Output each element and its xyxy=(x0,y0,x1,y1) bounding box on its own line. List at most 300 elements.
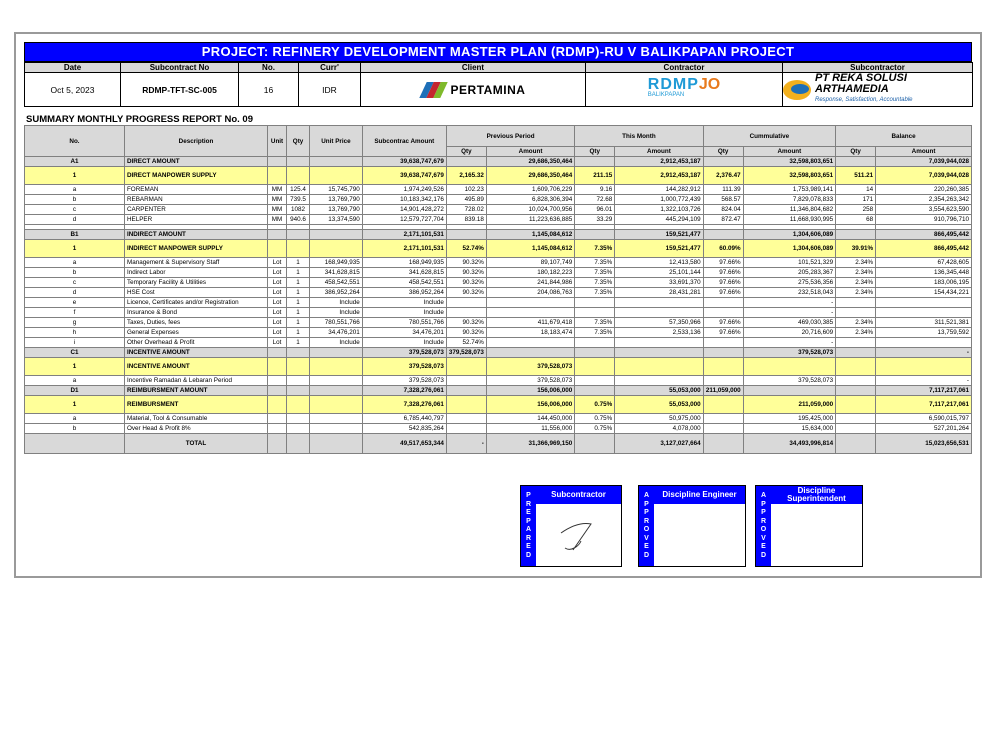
table-row xyxy=(25,338,972,348)
table-cell: 7,039,944,028 xyxy=(876,167,972,185)
table-cell xyxy=(486,298,574,308)
table-row xyxy=(25,288,972,298)
table-cell: 31,366,969,150 xyxy=(486,434,574,454)
table-cell: 168,949,935 xyxy=(310,258,363,268)
table-cell: 33.29 xyxy=(575,215,615,225)
table-cell: 7.35% xyxy=(575,288,615,298)
table-cell: Lot xyxy=(268,308,287,318)
table-cell: Lot xyxy=(268,278,287,288)
table-cell: 1,304,606,089 xyxy=(743,230,836,240)
table-cell xyxy=(310,376,363,386)
table-cell xyxy=(268,348,287,358)
table-cell: 10,183,342,176 xyxy=(362,195,446,205)
table-cell: 1 xyxy=(286,318,309,328)
table-cell: 780,551,766 xyxy=(362,318,446,328)
table-cell: Over Head & Profit 8% xyxy=(124,424,267,434)
table-cell xyxy=(703,338,743,348)
table-cell: 97.66% xyxy=(703,258,743,268)
table-cell: 11,668,930,995 xyxy=(743,215,836,225)
table-cell: 39,638,747,679 xyxy=(362,167,446,185)
table-cell: DIRECT MANPOWER SUPPLY xyxy=(124,167,267,185)
table-cell: 311,521,381 xyxy=(876,318,972,328)
table-cell: 55,053,000 xyxy=(615,396,703,414)
col-subcontract-amount: Subcontrac Amount xyxy=(362,126,446,157)
table-cell xyxy=(575,230,615,240)
table-cell xyxy=(743,358,836,376)
table-cell: 52.74% xyxy=(446,240,486,258)
table-cell: 97.66% xyxy=(703,288,743,298)
table-row xyxy=(25,348,972,358)
table-cell: 0.75% xyxy=(575,424,615,434)
header-info-table xyxy=(24,62,973,107)
table-cell: Lot xyxy=(268,328,287,338)
table-cell xyxy=(286,157,309,167)
table-cell: Lot xyxy=(268,298,287,308)
table-cell: 241,844,986 xyxy=(486,278,574,288)
table-row xyxy=(25,308,972,318)
table-cell: 6,828,306,394 xyxy=(486,195,574,205)
table-cell: 232,518,043 xyxy=(743,288,836,298)
table-cell: Lot xyxy=(268,318,287,328)
table-cell: Include xyxy=(362,338,446,348)
table-cell xyxy=(575,434,615,454)
table-cell: 14,901,428,272 xyxy=(362,205,446,215)
col-sub-amount: Amount xyxy=(743,147,836,157)
table-cell: B1 xyxy=(25,230,125,240)
table-cell xyxy=(615,358,703,376)
table-cell: INDIRECT MANPOWER SUPPLY xyxy=(124,240,267,258)
table-cell: 0.75% xyxy=(575,414,615,424)
table-cell: Include xyxy=(310,308,363,318)
table-cell: 258 xyxy=(836,205,876,215)
table-cell: 824.04 xyxy=(703,205,743,215)
table-cell: 18,183,474 xyxy=(486,328,574,338)
table-cell: 872.47 xyxy=(703,215,743,225)
table-cell: 1,145,084,612 xyxy=(486,240,574,258)
table-cell: 379,528,073 xyxy=(486,358,574,376)
table-cell: 52.74% xyxy=(446,338,486,348)
table-cell: i xyxy=(25,338,125,348)
table-cell xyxy=(446,396,486,414)
table-cell: 183,006,195 xyxy=(876,278,972,288)
table-cell: 34,476,201 xyxy=(362,328,446,338)
table-cell xyxy=(268,386,287,396)
table-cell: 13,759,592 xyxy=(876,328,972,338)
table-cell: 2.34% xyxy=(836,278,876,288)
table-cell xyxy=(615,338,703,348)
table-cell: 29,686,350,464 xyxy=(486,157,574,167)
table-cell xyxy=(876,298,972,308)
table-cell: 211,059,000 xyxy=(743,396,836,414)
table-cell: 780,551,766 xyxy=(310,318,363,328)
table-cell: 34,476,201 xyxy=(310,328,363,338)
table-cell: - xyxy=(446,434,486,454)
table-cell: 379,528,073 xyxy=(446,348,486,358)
approved-vertical-label: A P P R O V E D xyxy=(756,486,771,566)
table-cell: MM xyxy=(268,205,287,215)
table-cell: b xyxy=(25,195,125,205)
table-row xyxy=(25,268,972,278)
prepared-vertical-label: P R E P A R E D xyxy=(521,486,536,566)
table-cell: 275,536,356 xyxy=(743,278,836,288)
table-cell xyxy=(615,376,703,386)
table-cell: HELPER xyxy=(124,215,267,225)
signature-box-discipline-superintendent xyxy=(755,485,863,567)
table-cell xyxy=(310,230,363,240)
table-cell xyxy=(310,386,363,396)
table-cell xyxy=(836,434,876,454)
table-cell: CARPENTER xyxy=(124,205,267,215)
table-cell: 1 xyxy=(25,240,125,258)
table-cell: d xyxy=(25,215,125,225)
table-cell: 527,201,264 xyxy=(876,424,972,434)
table-cell: HSE Cost xyxy=(124,288,267,298)
table-row xyxy=(25,167,972,185)
table-cell xyxy=(310,434,363,454)
table-cell: 25,101,144 xyxy=(615,268,703,278)
table-cell xyxy=(286,434,309,454)
col-this-month: This Month xyxy=(575,126,703,147)
table-cell: 386,952,264 xyxy=(362,288,446,298)
table-cell: h xyxy=(25,328,125,338)
table-cell: 3,127,027,664 xyxy=(615,434,703,454)
table-cell: 1 xyxy=(286,338,309,348)
table-cell xyxy=(310,414,363,424)
table-cell: 102.23 xyxy=(446,185,486,195)
table-cell: 1 xyxy=(25,396,125,414)
table-cell: 728.02 xyxy=(446,205,486,215)
signature-box-discipline-engineer xyxy=(638,485,746,567)
table-cell: b xyxy=(25,424,125,434)
table-cell xyxy=(286,240,309,258)
approved-vertical-label: A P P R O V E D xyxy=(639,486,654,566)
date-value: Oct 5, 2023 xyxy=(25,73,121,107)
table-cell: 379,528,073 xyxy=(362,358,446,376)
table-cell: 96.01 xyxy=(575,205,615,215)
table-cell xyxy=(575,376,615,386)
col-balance: Balance xyxy=(836,126,972,147)
table-row xyxy=(25,424,972,434)
table-cell xyxy=(268,358,287,376)
col-unit: Unit xyxy=(268,126,287,157)
table-cell: 940.6 xyxy=(286,215,309,225)
table-cell xyxy=(836,230,876,240)
table-cell xyxy=(286,424,309,434)
table-cell: 136,345,448 xyxy=(876,268,972,278)
table-cell: - xyxy=(743,338,836,348)
col-sub-qty: Qty xyxy=(446,147,486,157)
subcontractor-logo-name: PT REKA SOLUSI ARTHAMEDIA xyxy=(815,72,907,95)
table-cell xyxy=(836,348,876,358)
table-cell xyxy=(703,348,743,358)
table-cell xyxy=(25,434,125,454)
table-cell: 866,495,442 xyxy=(876,230,972,240)
table-cell: 13,769,790 xyxy=(310,195,363,205)
table-cell: 1,753,989,141 xyxy=(743,185,836,195)
table-cell: 1,974,249,526 xyxy=(362,185,446,195)
table-cell: Insurance & Bond xyxy=(124,308,267,318)
table-cell: 90.32% xyxy=(446,278,486,288)
table-cell xyxy=(575,348,615,358)
table-cell: 125.4 xyxy=(286,185,309,195)
table-cell: TOTAL xyxy=(124,434,267,454)
table-cell: 0.75% xyxy=(575,396,615,414)
table-cell: Temporary Facility & Utilities xyxy=(124,278,267,288)
table-cell: - xyxy=(876,348,972,358)
table-cell: 180,182,223 xyxy=(486,268,574,278)
table-cell xyxy=(836,308,876,318)
table-cell: 458,542,551 xyxy=(362,278,446,288)
table-cell: 1082 xyxy=(286,205,309,215)
table-cell: 445,294,109 xyxy=(615,215,703,225)
table-cell: 379,528,073 xyxy=(486,376,574,386)
table-cell xyxy=(310,348,363,358)
table-cell: 211,059,000 xyxy=(703,386,743,396)
table-cell: 739.5 xyxy=(286,195,309,205)
table-cell: Other Overhead & Profit xyxy=(124,338,267,348)
table-cell: 2,533,136 xyxy=(615,328,703,338)
table-cell: 97.66% xyxy=(703,268,743,278)
table-cell xyxy=(575,298,615,308)
table-cell: 7.35% xyxy=(575,240,615,258)
table-cell: 1 xyxy=(286,268,309,278)
table-cell: 20,716,609 xyxy=(743,328,836,338)
table-cell: 1,145,084,612 xyxy=(486,230,574,240)
contractor-label: Contractor xyxy=(586,63,783,73)
table-cell: 2,376.47 xyxy=(703,167,743,185)
table-cell: 469,030,385 xyxy=(743,318,836,328)
table-cell: 2.34% xyxy=(836,288,876,298)
table-cell: 33,691,370 xyxy=(615,278,703,288)
table-cell xyxy=(486,348,574,358)
col-no: No. xyxy=(25,126,125,157)
table-cell xyxy=(876,338,972,348)
table-cell: 4,078,000 xyxy=(615,424,703,434)
table-cell: 379,528,073 xyxy=(743,376,836,386)
table-cell xyxy=(268,376,287,386)
table-cell xyxy=(286,414,309,424)
table-cell: 2.34% xyxy=(836,258,876,268)
table-cell: 34,493,996,814 xyxy=(743,434,836,454)
table-cell: c xyxy=(25,278,125,288)
table-cell xyxy=(446,308,486,318)
subcontractor-label: Subcontractor xyxy=(783,63,973,73)
table-cell xyxy=(703,308,743,318)
table-cell xyxy=(575,308,615,318)
table-cell: 379,528,073 xyxy=(743,348,836,358)
table-cell: 11,556,000 xyxy=(486,424,574,434)
table-cell: REIMBURSMENT AMOUNT xyxy=(124,386,267,396)
table-cell: g xyxy=(25,318,125,328)
table-cell: 2.34% xyxy=(836,318,876,328)
table-cell xyxy=(703,230,743,240)
table-cell: 14 xyxy=(836,185,876,195)
table-row xyxy=(25,328,972,338)
table-cell: 211.15 xyxy=(575,167,615,185)
table-cell: 159,521,477 xyxy=(615,230,703,240)
table-cell: 568.57 xyxy=(703,195,743,205)
table-cell: 7,117,217,061 xyxy=(876,396,972,414)
table-cell xyxy=(446,230,486,240)
subcontract-no-label: Subcontract No xyxy=(121,63,239,73)
table-row xyxy=(25,195,972,205)
table-cell: 154,434,221 xyxy=(876,288,972,298)
table-cell: 68 xyxy=(836,215,876,225)
table-cell: DIRECT AMOUNT xyxy=(124,157,267,167)
table-cell: REIMBURSMENT xyxy=(124,396,267,414)
currency-value: IDR xyxy=(299,73,361,107)
table-cell: 11,223,636,885 xyxy=(486,215,574,225)
table-cell: 90.32% xyxy=(446,258,486,268)
table-cell: 386,952,264 xyxy=(310,288,363,298)
table-cell: 32,598,803,651 xyxy=(743,167,836,185)
date-label: Date xyxy=(25,63,121,73)
client-logo-text: PERTAMINA xyxy=(450,82,526,97)
table-body xyxy=(25,157,972,454)
pertamina-logo-icon xyxy=(421,81,445,99)
table-cell xyxy=(486,338,574,348)
table-cell: 90.32% xyxy=(446,268,486,278)
subcontract-no-value: RDMP-TFT-SC-005 xyxy=(121,73,239,107)
table-cell: Lot xyxy=(268,268,287,278)
table-cell: 50,975,000 xyxy=(615,414,703,424)
table-cell: 542,835,264 xyxy=(362,424,446,434)
table-cell: 32,598,803,651 xyxy=(743,157,836,167)
table-cell xyxy=(836,157,876,167)
table-cell xyxy=(446,414,486,424)
table-cell: 1 xyxy=(286,288,309,298)
col-sub-amount: Amount xyxy=(486,147,574,157)
table-cell xyxy=(286,348,309,358)
table-cell xyxy=(836,424,876,434)
table-cell: 97.66% xyxy=(703,328,743,338)
table-cell: 205,283,367 xyxy=(743,268,836,278)
table-cell xyxy=(486,308,574,318)
table-cell: 7,039,944,028 xyxy=(876,157,972,167)
col-sub-amount: Amount xyxy=(876,147,972,157)
table-cell: 171 xyxy=(836,195,876,205)
table-cell: 57,350,966 xyxy=(615,318,703,328)
no-value: 16 xyxy=(239,73,299,107)
contractor-logo xyxy=(586,73,783,107)
table-cell: 55,053,000 xyxy=(615,386,703,396)
table-cell: a xyxy=(25,185,125,195)
table-cell: 159,521,477 xyxy=(615,240,703,258)
table-cell: 39.91% xyxy=(836,240,876,258)
table-cell xyxy=(310,240,363,258)
col-previous-period: Previous Period xyxy=(446,126,574,147)
table-cell xyxy=(268,424,287,434)
table-cell xyxy=(836,376,876,386)
table-cell: 379,528,073 xyxy=(362,348,446,358)
table-cell: c xyxy=(25,205,125,215)
table-cell xyxy=(703,434,743,454)
table-cell xyxy=(615,298,703,308)
table-cell: A1 xyxy=(25,157,125,167)
table-cell: 28,431,281 xyxy=(615,288,703,298)
table-cell xyxy=(268,396,287,414)
table-row xyxy=(25,205,972,215)
table-cell: MM xyxy=(268,195,287,205)
table-cell xyxy=(286,358,309,376)
table-cell xyxy=(703,396,743,414)
table-cell: D1 xyxy=(25,386,125,396)
table-cell: 2,171,101,531 xyxy=(362,230,446,240)
col-sub-qty: Qty xyxy=(575,147,615,157)
table-cell xyxy=(615,348,703,358)
handwritten-signature xyxy=(551,508,611,558)
signature-title: Discipline Engineer xyxy=(654,486,745,504)
table-cell: INCENTIVE AMOUNT xyxy=(124,358,267,376)
col-sub-qty: Qty xyxy=(703,147,743,157)
table-cell: 495.89 xyxy=(446,195,486,205)
col-unit-price: Unit Price xyxy=(310,126,363,157)
table-cell xyxy=(268,230,287,240)
table-cell: 97.66% xyxy=(703,278,743,288)
table-cell: 341,628,815 xyxy=(310,268,363,278)
table-cell: 511.21 xyxy=(836,167,876,185)
table-cell xyxy=(310,424,363,434)
table-cell: 7.35% xyxy=(575,258,615,268)
table-cell xyxy=(575,386,615,396)
no-label: No. xyxy=(239,63,299,73)
table-cell xyxy=(286,167,309,185)
signature-box-subcontractor xyxy=(520,485,622,567)
table-cell: 90.32% xyxy=(446,328,486,338)
table-cell: Lot xyxy=(268,288,287,298)
table-cell: 341,628,815 xyxy=(362,268,446,278)
table-cell xyxy=(268,414,287,424)
table-cell: 101,521,329 xyxy=(743,258,836,268)
table-cell: Include xyxy=(310,298,363,308)
table-cell: 90.32% xyxy=(446,288,486,298)
table-cell: MM xyxy=(268,215,287,225)
table-cell: 144,282,912 xyxy=(615,185,703,195)
table-cell: 2,354,263,342 xyxy=(876,195,972,205)
table-cell: 6,785,440,797 xyxy=(362,414,446,424)
table-cell: 1,304,606,089 xyxy=(743,240,836,258)
table-cell: f xyxy=(25,308,125,318)
table-cell: 144,450,000 xyxy=(486,414,574,424)
col-cumulative: Cummulative xyxy=(703,126,836,147)
table-cell xyxy=(268,434,287,454)
table-cell xyxy=(310,358,363,376)
table-cell: 89,107,749 xyxy=(486,258,574,268)
table-cell xyxy=(703,414,743,424)
table-cell: 15,023,656,531 xyxy=(876,434,972,454)
table-row xyxy=(25,278,972,288)
table-cell: Management & Supervisory Staff xyxy=(124,258,267,268)
col-qty: Qty xyxy=(286,126,309,157)
table-cell: 220,260,385 xyxy=(876,185,972,195)
table-cell xyxy=(836,396,876,414)
table-cell xyxy=(836,414,876,424)
table-cell xyxy=(446,157,486,167)
subcontractor-logo-tagline: Response, Satisfaction, Accountable xyxy=(815,97,913,103)
table-cell: 458,542,551 xyxy=(310,278,363,288)
contractor-logo-suffix: JO xyxy=(698,75,721,93)
table-cell xyxy=(836,386,876,396)
table-cell xyxy=(286,376,309,386)
table-cell xyxy=(876,358,972,376)
table-cell: Material, Tool & Consumable xyxy=(124,414,267,424)
table-cell: 204,086,763 xyxy=(486,288,574,298)
table-cell: 12,579,727,704 xyxy=(362,215,446,225)
table-cell: 2,165.32 xyxy=(446,167,486,185)
table-cell: 1,000,772,439 xyxy=(615,195,703,205)
table-cell xyxy=(575,358,615,376)
table-cell: 1 xyxy=(286,328,309,338)
